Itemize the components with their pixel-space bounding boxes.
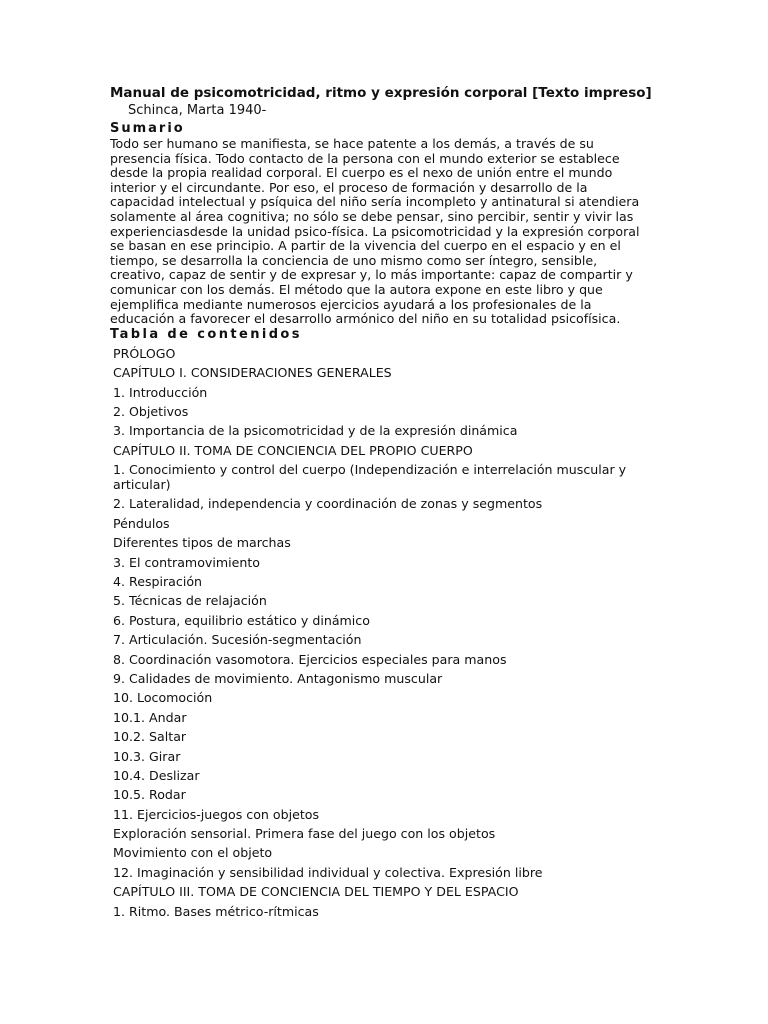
toc-item: 3. Importancia de la psicomotricidad y de la expresión dinámica (113, 423, 518, 439)
toc-item: CAPÍTULO II. TOMA DE CONCIENCIA DEL PROPIO CUERPO (113, 442, 473, 458)
toc-item: 12. Imaginación y sensibilidad individual y colectiva. Expresión libre (113, 864, 543, 880)
toc-item: 7. Articulación. Sucesión-segmentación (113, 632, 362, 648)
toc-heading: Tabla de contenidos (110, 326, 302, 342)
summary-heading: Sumario (110, 121, 185, 136)
toc-item: 2. Lateralidad, independencia y coordinación de zonas y segmentos (113, 496, 543, 512)
toc-list (110, 346, 655, 919)
toc-item: Movimiento con el objeto (113, 845, 273, 861)
summary-text: Todo ser humano se manifiesta, se hace patente a los demás, a través de su presencia física. Todo contacto de la persona con el mundo exterior se establece desde la propia realidad corporal. El cuerpo es el nexo de unión entre el mundo interior y el circundante. Por eso, el proceso de formación y desarrollo de la capacidad intelectual y psíquica del niño sería incompleto y antinatural si atendiera solamente al área cognitiva; no sólo se debe pensar, sino percibir, sentir y vivir las experienciasdesde la unidad psico-física. La psicomotricidad y la expresión corporal se basan en ese principio. A partir de la vivencia del cuerpo en el espacio y en el tiempo, se desarrolla la conciencia de uno mismo como ser íntegro, sensible, creativo, capaz de sentir y de expresar y, lo más importante: capaz de compartir y comunicar con los demás. El método que la autora expone en este libro y que ejemplifica mediante numerosos ejercicios ayudará a los profesionales de la educación a favorecer el desarrollo armónico del niño en su totalidad psicofísica. (110, 136, 640, 327)
toc-item: 4. Respiración (113, 574, 203, 590)
toc-item: 10.5. Rodar (113, 787, 186, 803)
toc-item: 2. Objetivos (113, 403, 189, 419)
book-author: Schinca, Marta 1940- (128, 103, 267, 118)
toc-item: 10.2. Saltar (113, 729, 187, 745)
book-title: Manual de psicomotricidad, ritmo y expresión corporal [Texto impreso] (110, 85, 652, 101)
toc-item: 10.1. Andar (113, 709, 187, 725)
toc-item: Péndulos (113, 515, 170, 531)
toc-item: 10. Locomoción (113, 690, 213, 706)
toc-item: CAPÍTULO I. CONSIDERACIONES GENERALES (113, 365, 392, 381)
toc-item: CAPÍTULO III. TOMA DE CONCIENCIA DEL TIEMPO Y DEL ESPACIO (113, 884, 519, 900)
toc-item: PRÓLOGO (113, 345, 176, 361)
toc-item: 10.4. Deslizar (113, 767, 200, 783)
toc-item: Diferentes tipos de marchas (113, 535, 291, 551)
toc-item: 6. Postura, equilibrio estático y dinámico (113, 612, 370, 628)
toc-item: 1. Ritmo. Bases métrico-rítmicas (113, 903, 319, 919)
catalog-record (110, 84, 655, 923)
toc-item: 9. Calidades de movimiento. Antagonismo muscular (113, 670, 443, 686)
toc-item: 1. Conocimiento y control del cuerpo (Independización e interrelación muscular y articular) (113, 462, 627, 493)
toc-item: 1. Introducción (113, 384, 208, 400)
toc-item: 10.3. Girar (113, 748, 181, 764)
toc-item: 5. Técnicas de relajación (113, 593, 267, 609)
toc-item: Exploración sensorial. Primera fase del juego con los objetos (113, 826, 496, 842)
toc-item: 8. Coordinación vasomotora. Ejercicios especiales para manos (113, 651, 507, 667)
toc-item: 3. El contramovimiento (113, 554, 260, 570)
toc-item: 11. Ejercicios-juegos con objetos (113, 806, 320, 822)
